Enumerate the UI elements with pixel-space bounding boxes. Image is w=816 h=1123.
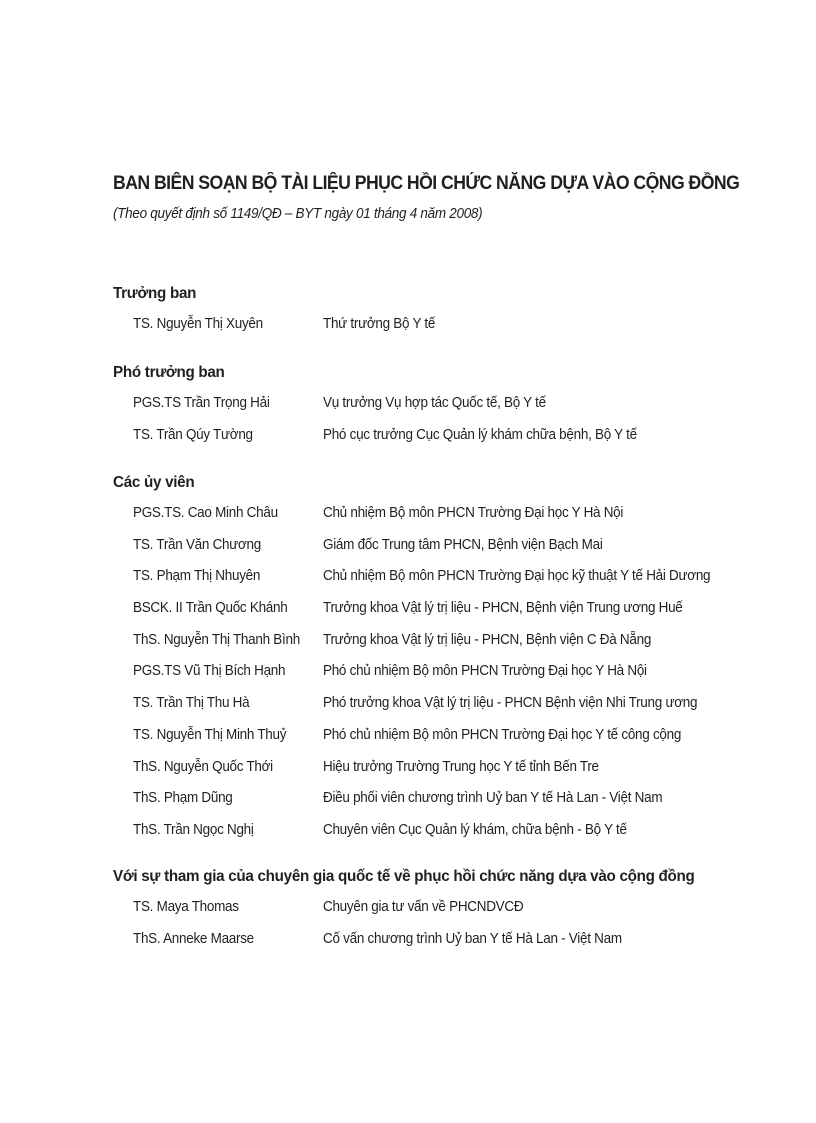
- section-truong-ban: [113, 283, 773, 341]
- section-heading: Với sự tham gia của chuyên gia quốc tế về phục hồi chức năng dựa vào cộng đồng: [113, 868, 695, 885]
- section-pho-truong-ban: [113, 362, 773, 451]
- member-name: PGS.TS Trần Trọng Hải: [133, 395, 270, 411]
- section-heading: Phó trưởng ban: [113, 364, 225, 381]
- member-row: [113, 815, 773, 847]
- member-row: [113, 561, 773, 593]
- member-name: ThS. Nguyễn Thị Thanh Bình: [133, 631, 300, 648]
- section-heading: Các ủy viên: [113, 474, 195, 491]
- member-name: TS. Phạm Thị Nhuyên: [133, 568, 261, 585]
- member-name: TS. Nguyễn Thị Minh Thuỷ: [133, 726, 287, 743]
- member-role: Vụ trưởng Vụ hợp tác Quốc tế, Bộ Y tế: [323, 395, 546, 411]
- member-name: ThS. Nguyễn Quốc Thới: [133, 758, 273, 775]
- member-name: ThS. Trần Ngọc Nghị: [133, 821, 254, 838]
- member-name: BSCK. II Trần Quốc Khánh: [133, 600, 288, 617]
- member-role: Chuyên gia tư vấn về PHCNDVCĐ: [323, 899, 524, 915]
- member-role: Phó chủ nhiệm Bộ môn PHCN Trường Đại học Y Hà Nội: [323, 663, 647, 680]
- section-heading: Trưởng ban: [113, 285, 197, 302]
- member-name: TS. Trần Qúy Tường: [133, 426, 253, 443]
- member-row: [113, 720, 773, 752]
- member-row: [113, 783, 773, 815]
- member-row: [113, 388, 773, 420]
- member-name: TS. Maya Thomas: [133, 899, 239, 915]
- member-role: Phó trưởng khoa Vật lý trị liệu - PHCN Bệnh viện Nhi Trung ương: [323, 695, 698, 712]
- member-role: Phó cục trưởng Cục Quản lý khám chữa bệnh, Bộ Y tế: [323, 426, 637, 443]
- section-cac-uy-vien: [113, 472, 773, 847]
- member-name: PGS.TS. Cao Minh Châu: [133, 505, 278, 521]
- member-role: Điều phối viên chương trình Uỷ ban Y tế Hà Lan - Việt Nam: [323, 790, 663, 807]
- member-row: [113, 892, 773, 924]
- member-row: [113, 625, 773, 657]
- member-role: Chủ nhiệm Bộ môn PHCN Trường Đại học kỹ thuật Y tế Hải Dương: [323, 568, 711, 585]
- member-name: TS. Trần Văn Chương: [133, 536, 262, 553]
- page-subtitle: (Theo quyết định số 1149/QĐ – BYT ngày 01 tháng 4 năm 2008): [113, 206, 483, 222]
- member-role: Thứ trưởng Bộ Y tế: [323, 316, 436, 332]
- member-row: [113, 309, 773, 341]
- member-name: ThS. Phạm Dũng: [133, 790, 233, 807]
- member-row: [113, 530, 773, 562]
- member-role: Cố vấn chương trình Uỷ ban Y tế Hà Lan - Việt Nam: [323, 930, 622, 947]
- section-international-experts: [113, 866, 773, 955]
- member-row: [113, 688, 773, 720]
- member-row: [113, 752, 773, 784]
- member-role: Chủ nhiệm Bộ môn PHCN Trường Đại học Y Hà Nội: [323, 505, 624, 521]
- member-role: Hiệu trưởng Trường Trung học Y tế tỉnh Bến Tre: [323, 758, 599, 775]
- page-title: BAN BIÊN SOẠN BỘ TÀI LIỆU PHỤC HỒI CHỨC NĂNG DỰA VÀO CỘNG ĐỒNG: [113, 173, 740, 194]
- member-name: PGS.TS Vũ Thị Bích Hạnh: [133, 663, 286, 680]
- member-role: Giám đốc Trung tâm PHCN, Bệnh viện Bạch Mai: [323, 536, 603, 553]
- member-name: TS. Nguyễn Thị Xuyên: [133, 316, 263, 332]
- member-row: [113, 420, 773, 452]
- member-row: [113, 924, 773, 956]
- member-role: Phó chủ nhiệm Bộ môn PHCN Trường Đại học Y tế công cộng: [323, 726, 682, 743]
- member-row: [113, 593, 773, 625]
- member-name: TS. Trần Thị Thu Hà: [133, 695, 250, 712]
- member-row: [113, 656, 773, 688]
- member-row: [113, 498, 773, 530]
- member-role: Trưởng khoa Vật lý trị liệu - PHCN, Bệnh viện C Đà Nẵng: [323, 631, 652, 648]
- member-role: Chuyên viên Cục Quản lý khám, chữa bệnh - Bộ Y tế: [323, 821, 627, 838]
- member-name: ThS. Anneke Maarse: [133, 930, 254, 947]
- member-role: Trưởng khoa Vật lý trị liệu - PHCN, Bệnh viện Trung ương Huế: [323, 600, 683, 617]
